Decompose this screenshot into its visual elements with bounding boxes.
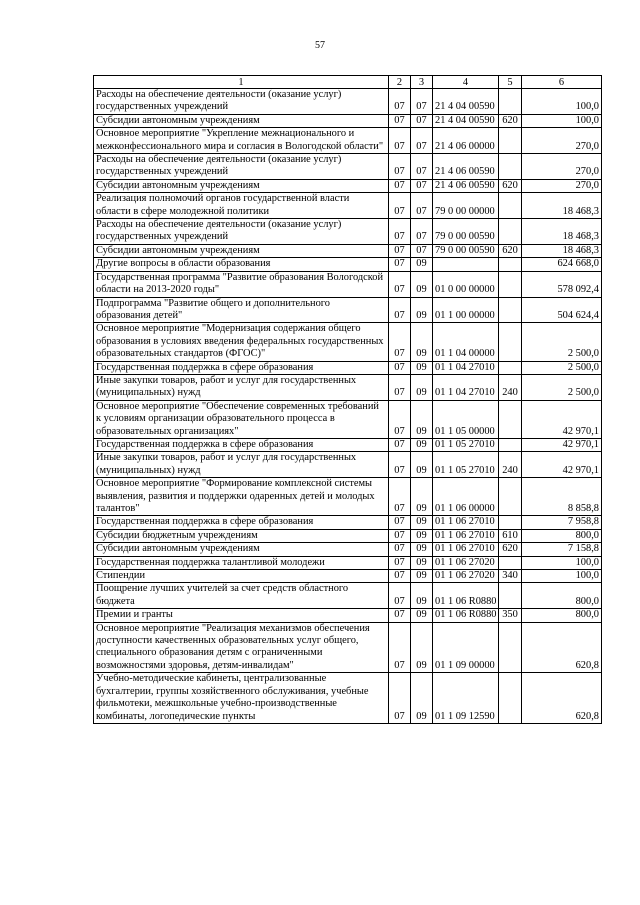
row-subsection: 09 [411, 609, 433, 622]
row-name: Субсидии автономным учреждениям [94, 179, 389, 192]
row-amount: 504 624,4 [522, 297, 602, 323]
row-target-article [433, 258, 499, 271]
row-expense-type [499, 622, 522, 673]
row-name: Основное мероприятие "Формирование комплексной системы выявления, развития и поддержки одаренных детей и молодых талантов" [94, 478, 389, 516]
table-row [94, 244, 602, 257]
row-amount: 800,0 [522, 529, 602, 542]
row-subsection: 09 [411, 583, 433, 609]
row-amount: 270,0 [522, 179, 602, 192]
table-row [94, 516, 602, 529]
header-expense-type: 5 [499, 76, 522, 89]
row-amount: 270,0 [522, 154, 602, 180]
table-row [94, 374, 602, 400]
row-expense-type: 610 [499, 529, 522, 542]
header-subsection: 3 [411, 76, 433, 89]
table-row [94, 452, 602, 478]
row-expense-type [499, 271, 522, 297]
table-row [94, 297, 602, 323]
row-amount: 8 858,8 [522, 478, 602, 516]
row-amount: 2 500,0 [522, 323, 602, 361]
row-target-article: 01 1 06 R0880 [433, 609, 499, 622]
row-section: 07 [389, 452, 411, 478]
row-name: Основное мероприятие "Обеспечение современных требований к условиям организации образовательного процесса в образовательных организациях" [94, 400, 389, 438]
row-amount: 620,8 [522, 673, 602, 724]
row-amount: 7 158,8 [522, 543, 602, 556]
table-row [94, 673, 602, 724]
row-amount: 2 500,0 [522, 361, 602, 374]
row-expense-type: 240 [499, 374, 522, 400]
row-section: 07 [389, 219, 411, 245]
budget-table [93, 75, 602, 724]
row-section: 07 [389, 478, 411, 516]
row-expense-type [499, 400, 522, 438]
row-section: 07 [389, 179, 411, 192]
row-target-article: 01 1 09 12590 [433, 673, 499, 724]
table-header-row [94, 76, 602, 89]
row-amount: 100,0 [522, 114, 602, 127]
table-row [94, 622, 602, 673]
row-target-article: 79 0 00 00590 [433, 219, 499, 245]
row-name: Государственная поддержка в сфере образования [94, 438, 389, 451]
row-subsection: 09 [411, 438, 433, 451]
row-section: 07 [389, 297, 411, 323]
row-expense-type: 240 [499, 452, 522, 478]
row-subsection: 07 [411, 219, 433, 245]
row-name: Реализация полномочий органов государственной власти области в сфере молодежной политики [94, 193, 389, 219]
row-name: Расходы на обеспечение деятельности (оказание услуг) государственных учреждений [94, 89, 389, 115]
row-subsection: 07 [411, 244, 433, 257]
header-target-article: 4 [433, 76, 499, 89]
row-amount: 42 970,1 [522, 438, 602, 451]
table-row [94, 323, 602, 361]
row-amount: 620,8 [522, 622, 602, 673]
row-section: 07 [389, 89, 411, 115]
row-subsection: 09 [411, 478, 433, 516]
row-name: Стипендии [94, 570, 389, 583]
row-section: 07 [389, 609, 411, 622]
row-section: 07 [389, 154, 411, 180]
row-section: 07 [389, 128, 411, 154]
table-row [94, 583, 602, 609]
table-row [94, 478, 602, 516]
table-row [94, 89, 602, 115]
table-row [94, 128, 602, 154]
row-name: Субсидии автономным учреждениям [94, 114, 389, 127]
row-expense-type [499, 361, 522, 374]
row-expense-type [499, 297, 522, 323]
row-amount: 100,0 [522, 89, 602, 115]
header-name: 1 [94, 76, 389, 89]
row-target-article: 01 1 09 00000 [433, 622, 499, 673]
row-subsection: 09 [411, 529, 433, 542]
row-section: 07 [389, 193, 411, 219]
row-section: 07 [389, 400, 411, 438]
row-name: Государственная поддержка в сфере образования [94, 516, 389, 529]
row-name: Иные закупки товаров, работ и услуг для государственных (муниципальных) нужд [94, 374, 389, 400]
row-section: 07 [389, 374, 411, 400]
row-name: Основное мероприятие "Модернизация содержания общего образования в условиях введения федеральных государственных образовательных стандартов (ФГОС)" [94, 323, 389, 361]
row-section: 07 [389, 244, 411, 257]
row-target-article: 01 1 06 27010 [433, 543, 499, 556]
row-subsection: 09 [411, 452, 433, 478]
row-section: 07 [389, 323, 411, 361]
row-expense-type [499, 323, 522, 361]
row-target-article: 21 4 04 00590 [433, 89, 499, 115]
row-amount: 42 970,1 [522, 452, 602, 478]
header-amount: 6 [522, 76, 602, 89]
row-subsection: 09 [411, 516, 433, 529]
row-section: 07 [389, 583, 411, 609]
row-expense-type [499, 258, 522, 271]
row-section: 07 [389, 516, 411, 529]
row-target-article: 01 1 00 00000 [433, 297, 499, 323]
row-subsection: 09 [411, 543, 433, 556]
row-amount: 100,0 [522, 556, 602, 569]
table-body [94, 89, 602, 724]
row-amount: 18 468,3 [522, 193, 602, 219]
row-expense-type: 620 [499, 244, 522, 257]
row-name: Другие вопросы в области образования [94, 258, 389, 271]
row-target-article: 79 0 00 00590 [433, 244, 499, 257]
table-row [94, 258, 602, 271]
table-row [94, 193, 602, 219]
row-amount: 7 958,8 [522, 516, 602, 529]
row-expense-type [499, 193, 522, 219]
table-row [94, 271, 602, 297]
table-row [94, 438, 602, 451]
table-row [94, 114, 602, 127]
row-amount: 42 970,1 [522, 400, 602, 438]
row-target-article: 01 0 00 00000 [433, 271, 499, 297]
row-target-article: 21 4 06 00590 [433, 179, 499, 192]
row-name: Государственная программа "Развитие образования Вологодской области на 2013-2020 годы" [94, 271, 389, 297]
row-target-article: 01 1 06 27010 [433, 529, 499, 542]
row-subsection: 07 [411, 154, 433, 180]
row-expense-type [499, 516, 522, 529]
row-target-article: 01 1 04 00000 [433, 323, 499, 361]
row-section: 07 [389, 361, 411, 374]
row-target-article: 21 4 06 00590 [433, 154, 499, 180]
row-name: Субсидии автономным учреждениям [94, 244, 389, 257]
row-section: 07 [389, 529, 411, 542]
row-name: Учебно-методические кабинеты, централизованные бухгалтерии, группы хозяйственного обслуживания, учебные фильмотеки, межшкольные учебно-производственные комбинаты, логопедические пункты [94, 673, 389, 724]
row-expense-type [499, 89, 522, 115]
table-row [94, 543, 602, 556]
row-amount: 18 468,3 [522, 244, 602, 257]
row-expense-type [499, 219, 522, 245]
row-section: 07 [389, 570, 411, 583]
row-expense-type: 620 [499, 114, 522, 127]
table-row [94, 179, 602, 192]
table-row [94, 529, 602, 542]
table-row [94, 556, 602, 569]
row-name: Иные закупки товаров, работ и услуг для государственных (муниципальных) нужд [94, 452, 389, 478]
row-subsection: 09 [411, 323, 433, 361]
row-amount: 800,0 [522, 609, 602, 622]
row-section: 07 [389, 438, 411, 451]
row-name: Подпрограмма "Развитие общего и дополнительного образования детей" [94, 297, 389, 323]
row-subsection: 09 [411, 570, 433, 583]
row-expense-type: 350 [499, 609, 522, 622]
row-amount: 2 500,0 [522, 374, 602, 400]
row-section: 07 [389, 258, 411, 271]
row-name: Субсидии бюджетным учреждениям [94, 529, 389, 542]
row-target-article: 01 1 06 R0880 [433, 583, 499, 609]
table-row [94, 609, 602, 622]
row-section: 07 [389, 556, 411, 569]
row-target-article: 21 4 04 00590 [433, 114, 499, 127]
row-subsection: 07 [411, 193, 433, 219]
row-name: Основное мероприятие "Укрепление межнационального и межконфессионального мира и согласия в Вологодской области" [94, 128, 389, 154]
header-section: 2 [389, 76, 411, 89]
row-name: Расходы на обеспечение деятельности (оказание услуг) государственных учреждений [94, 154, 389, 180]
row-name: Расходы на обеспечение деятельности (оказание услуг) государственных учреждений [94, 219, 389, 245]
row-name: Государственная поддержка талантливой молодежи [94, 556, 389, 569]
row-amount: 100,0 [522, 570, 602, 583]
row-amount: 18 468,3 [522, 219, 602, 245]
row-expense-type [499, 478, 522, 516]
row-target-article: 01 1 05 27010 [433, 452, 499, 478]
row-name: Государственная поддержка в сфере образования [94, 361, 389, 374]
row-subsection: 09 [411, 556, 433, 569]
row-target-article: 21 4 06 00000 [433, 128, 499, 154]
row-subsection: 07 [411, 128, 433, 154]
row-subsection: 09 [411, 400, 433, 438]
table-row [94, 400, 602, 438]
table-row [94, 154, 602, 180]
row-subsection: 09 [411, 271, 433, 297]
row-target-article: 01 1 04 27010 [433, 361, 499, 374]
row-amount: 270,0 [522, 128, 602, 154]
row-target-article: 01 1 05 27010 [433, 438, 499, 451]
row-subsection: 07 [411, 89, 433, 115]
row-amount: 624 668,0 [522, 258, 602, 271]
row-section: 07 [389, 622, 411, 673]
row-amount: 800,0 [522, 583, 602, 609]
table-row [94, 219, 602, 245]
row-expense-type [499, 583, 522, 609]
row-section: 07 [389, 114, 411, 127]
row-section: 07 [389, 673, 411, 724]
row-subsection: 09 [411, 258, 433, 271]
row-amount: 578 092,4 [522, 271, 602, 297]
table-row [94, 361, 602, 374]
row-expense-type [499, 556, 522, 569]
row-expense-type [499, 673, 522, 724]
row-expense-type: 340 [499, 570, 522, 583]
row-expense-type: 620 [499, 179, 522, 192]
row-subsection: 09 [411, 361, 433, 374]
row-name: Субсидии автономным учреждениям [94, 543, 389, 556]
row-subsection: 09 [411, 673, 433, 724]
row-target-article: 01 1 06 27020 [433, 570, 499, 583]
row-subsection: 07 [411, 114, 433, 127]
row-expense-type [499, 128, 522, 154]
row-subsection: 09 [411, 374, 433, 400]
row-target-article: 01 1 04 27010 [433, 374, 499, 400]
row-target-article: 01 1 06 27010 [433, 516, 499, 529]
row-subsection: 09 [411, 297, 433, 323]
row-subsection: 07 [411, 179, 433, 192]
row-section: 07 [389, 271, 411, 297]
row-name: Премии и гранты [94, 609, 389, 622]
row-expense-type [499, 438, 522, 451]
row-subsection: 09 [411, 622, 433, 673]
table-row [94, 570, 602, 583]
row-expense-type: 620 [499, 543, 522, 556]
row-target-article: 01 1 06 27020 [433, 556, 499, 569]
page-number: 57 [315, 40, 325, 51]
row-target-article: 79 0 00 00000 [433, 193, 499, 219]
row-target-article: 01 1 05 00000 [433, 400, 499, 438]
row-expense-type [499, 154, 522, 180]
row-name: Основное мероприятие "Реализация механизмов обеспечения доступности качественных образовательных услуг общего, специального образования детям с ограниченными возможностями здоровья, детям-инвалидам" [94, 622, 389, 673]
row-section: 07 [389, 543, 411, 556]
row-target-article: 01 1 06 00000 [433, 478, 499, 516]
row-name: Поощрение лучших учителей за счет средств областного бюджета [94, 583, 389, 609]
